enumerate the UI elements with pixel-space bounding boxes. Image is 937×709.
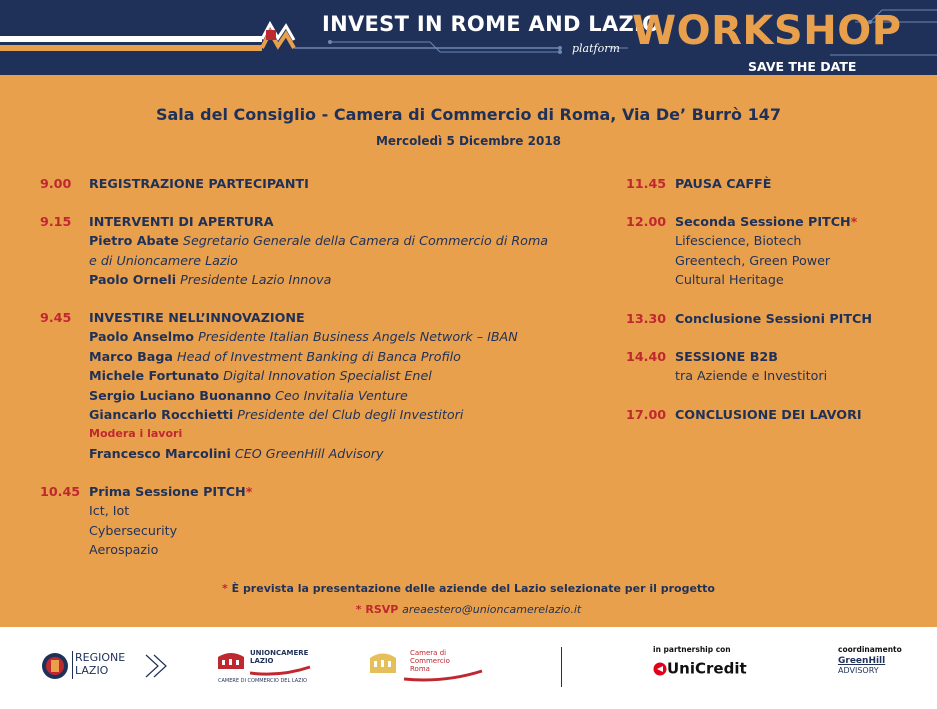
agenda-title: Conclusione Sessioni PITCH: [675, 311, 872, 326]
unioncamere-line-2: LAZIO: [250, 657, 274, 665]
camera-line-2: Roma: [410, 665, 430, 673]
camera-commercio-roma-logo: [368, 647, 488, 687]
agenda-title: CONCLUSIONE DEI LAVORI: [675, 407, 862, 422]
footer-logos: [0, 627, 937, 709]
pitch-topic: Cultural Heritage: [675, 272, 784, 288]
unicredit-logo: [653, 645, 763, 689]
rsvp-note: * RSVP areaestero@unioncamerelazio.it: [355, 603, 582, 616]
asterisk: *: [850, 214, 858, 229]
agenda-title: REGISTRAZIONE PARTECIPANTI: [89, 176, 309, 191]
event-date: Mercoledì 5 Dicembre 2018: [375, 134, 562, 148]
speaker: Michele Fortunato Digital Innovation Specialist Enel: [89, 368, 432, 384]
speaker-role-cont: e di Unioncamere Lazio: [89, 252, 238, 268]
agenda-time: 11.45: [626, 176, 667, 191]
pitch-topic: Lifescience, Biotech: [675, 233, 802, 249]
pitch-topic: Ict, Iot: [89, 503, 130, 519]
unioncamere-lazio-logo: [216, 647, 316, 687]
moderator: Francesco Marcolini CEO GreenHill Advisory: [89, 445, 384, 461]
agenda-time: 10.45: [40, 484, 81, 499]
agenda-time: 9.15: [40, 214, 72, 229]
agenda-title: INVESTIRE NELL’INNOVAZIONE: [89, 310, 305, 325]
agenda-time: 12.00: [626, 214, 667, 229]
regione-lazio-logo: [40, 649, 152, 683]
colosseum-icon: [216, 649, 246, 671]
arrow-decoration-icon: [144, 651, 174, 681]
unicredit-icon: [653, 662, 667, 676]
speaker: Pietro Abate Segretario Generale della Camera di Commercio di Roma: [89, 233, 549, 249]
coordinamento-label: coordinamento: [838, 645, 902, 654]
greenhill-logo: [838, 645, 908, 689]
partnership-label: in partnership con: [653, 645, 731, 654]
header-banner: [0, 0, 937, 75]
agenda-time: 9.45: [40, 310, 72, 325]
platform-label: platform: [572, 42, 620, 55]
camera-line-1: Camera di Commercio: [410, 649, 450, 665]
agenda-title: PAUSA CAFFÈ: [675, 176, 772, 191]
greenhill-line-1: GreenHill: [838, 656, 886, 666]
unioncamere-sub: CAMERE DI COMMERCIO DEL LAZIO: [218, 678, 307, 684]
regione-line-2: LAZIO: [75, 664, 109, 677]
pitch-topic: Cybersecurity: [89, 522, 178, 538]
speaker: Paolo Orneli Presidente Lazio Innova: [89, 272, 332, 288]
colosseum-gold-icon: [368, 649, 398, 675]
agenda-time: 17.00: [626, 407, 667, 422]
b2b-subtitle: tra Aziende e Investitori: [675, 368, 828, 384]
agenda-title: Seconda Sessione PITCH: [675, 214, 851, 229]
speaker: Paolo Anselmo Presidente Italian Business Angels Network – IBAN: [89, 329, 518, 345]
pitch-topic: Aerospazio: [89, 542, 159, 558]
agenda-time: 9.00: [40, 176, 72, 191]
unicredit-name: UniCredit: [667, 659, 747, 678]
unioncamere-line-1: UNIONCAMERE: [250, 649, 309, 657]
workshop-title: WORKSHOP: [632, 8, 902, 54]
agenda-time: 13.30: [626, 311, 667, 326]
speaker: Marco Baga Head of Investment Banking di Banca Profilo: [89, 348, 461, 364]
agenda-title: Prima Sessione PITCH: [89, 484, 246, 499]
regione-emblem-icon: [40, 651, 70, 681]
agenda-title: INTERVENTI DI APERTURA: [89, 214, 274, 229]
venue: Sala del Consiglio - Camera di Commercio di Roma, Via De’ Burrò 147: [155, 105, 782, 124]
speaker: Giancarlo Rocchietti Presidente del Club degli Investitori: [89, 407, 464, 423]
event-title: INVEST IN ROME AND LAZIO: [322, 12, 661, 36]
pitch-topic: Greentech, Green Power: [675, 252, 831, 268]
asterisk: *: [245, 484, 253, 499]
greenhill-line-2: ADVISORY: [838, 666, 879, 675]
rsvp-email[interactable]: areaestero@unioncamerelazio.it: [402, 603, 582, 616]
swoosh-icon: [250, 665, 312, 677]
save-the-date: SAVE THE DATE: [748, 59, 857, 74]
regione-line-1: REGIONE: [75, 651, 126, 664]
agenda-title: SESSIONE B2B: [675, 349, 778, 364]
presentation-note: * È prevista la presentazione delle aziende del Lazio selezionate per il progetto: [221, 582, 715, 595]
agenda-panel: [0, 75, 937, 627]
speaker: Sergio Luciano Buonanno Ceo Invitalia Venture: [89, 387, 408, 403]
footer-divider: [561, 647, 562, 687]
moderator-label: Modera i lavori: [89, 427, 183, 441]
agenda-time: 14.40: [626, 349, 667, 364]
swoosh-red-icon: [404, 669, 484, 683]
